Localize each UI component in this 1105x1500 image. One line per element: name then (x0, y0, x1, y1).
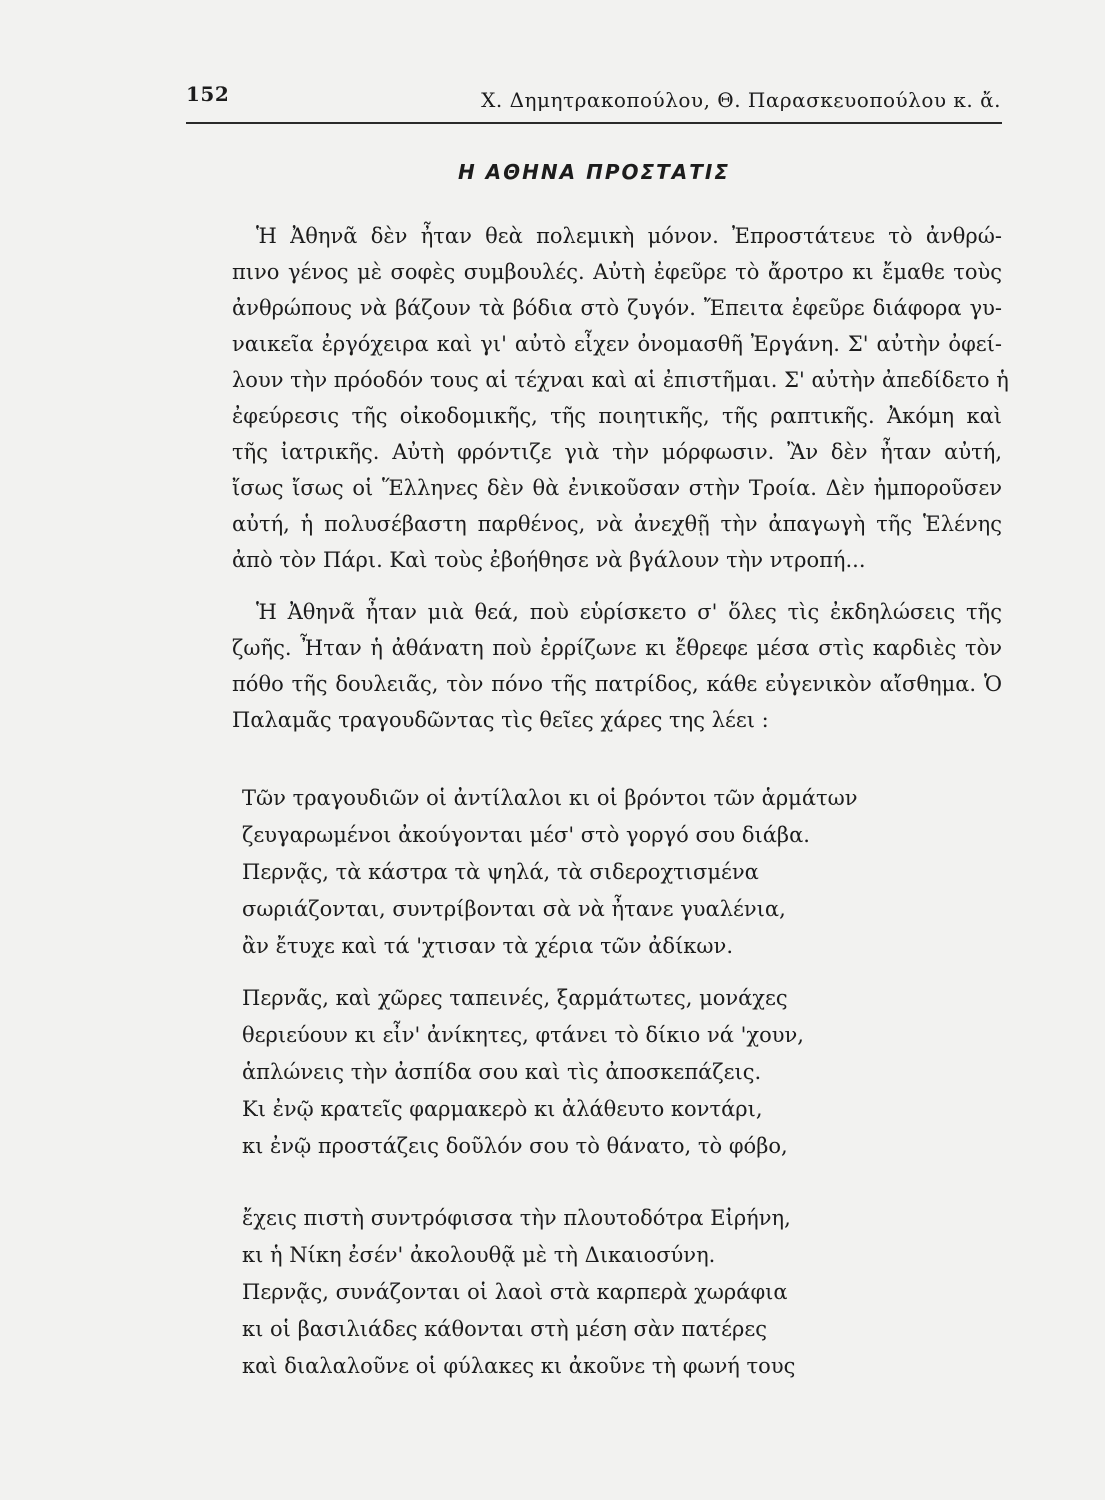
poem-line: Περνᾷς, συνάζονται οἱ λαοὶ στὰ καρπερὰ χωράφια (242, 1280, 788, 1304)
text-line: Παλαμᾶς τραγουδῶντας τὶς θεῖες χάρες της λέει : (232, 708, 769, 732)
chapter-title: Η ΑΘΗΝΑ ΠΡΟΣΤΑΤΙΣ (457, 160, 731, 184)
text-line: ἐφεύρεσις τῆς οἰκοδομικῆς, τῆς ποιητικῆς, τῆς ραπτικῆς. Ἀκόμη καὶ (232, 404, 1002, 428)
text-line: ἀπὸ τὸν Πάρι. Καὶ τοὺς ἐβοήθησε νὰ βγάλουν τὴν ντροπή... (232, 548, 866, 572)
text-line: ζωῆς. Ἦταν ἡ ἀθάνατη ποὺ ἐρρίζωνε κι ἔθρεφε μέσα στὶς καρδιὲς τὸν (232, 636, 1002, 660)
paragraph-1 (232, 218, 1009, 578)
poem-line: θεριεύουν κι εἶν' ἀνίκητες, φτάνει τὸ δίκιο νά 'χουν, (242, 1023, 804, 1047)
poem-line: ζευγαρωμένοι ἀκούγονται μέσ' στὸ γοργό σου διάβα. (242, 823, 810, 847)
text-line: ναικεῖα ἐργόχειρα καὶ γι' αὐτὸ εἶχεν ὀνομασθῆ Ἐργάνη. Σ' αὐτὴν ὀφεί- (232, 332, 1002, 356)
poem-line: κι οἱ βασιλιάδες κάθονται στὴ μέση σὰν πατέρες (242, 1317, 767, 1341)
paragraph-2 (232, 594, 1002, 738)
text-line: Ἡ Ἀθηνᾶ ἦταν μιὰ θεά, ποὺ εὑρίσκετο σ' ὅλες τὶς ἐκδηλώσεις τῆς (256, 600, 1002, 624)
text-line: Ἡ Ἀθηνᾶ δὲν ἦταν θεὰ πολεμικὴ μόνον. Ἐπροστάτευε τὸ ἀνθρώ- (256, 224, 1002, 248)
poem-line: καὶ διαλαλοῦνε οἱ φύλακες κι ἀκοῦνε τὴ φωνή τους (242, 1354, 796, 1378)
text-line: αὐτή, ἡ πολυσέβαστη παρθένος, νὰ ἀνεχθῇ τὴν ἀπαγωγὴ τῆς Ἑλένης (232, 512, 1002, 536)
poem-stanza-2 (242, 980, 1002, 1165)
poem-line: ἂν ἔτυχε καὶ τά 'χτισαν τὰ χέρια τῶν ἀδίκων. (242, 934, 733, 958)
poem-line: Περνᾶς, καὶ χῶρες ταπεινές, ξαρμάτωτες, μονάχες (242, 986, 788, 1010)
page-number: 152 (186, 82, 230, 106)
text-line: πινο γένος μὲ σοφὲς συμβουλές. Αὐτὴ ἐφεῦρε τὸ ἄροτρο κι ἔμαθε τοὺς (232, 260, 1002, 284)
poem-line: ἔχεις πιστὴ συντρόφισσα τὴν πλουτοδότρα Εἰρήνη, (242, 1206, 791, 1230)
text-line: ἀνθρώπους νὰ βάζουν τὰ βόδια στὸ ζυγόν. Ἔπειτα ἐφεῦρε διάφορα γυ- (232, 296, 1002, 320)
text-line: λουν τὴν πρόοδόν τους αἱ τέχναι καὶ αἱ ἐπιστῆμαι. Σ' αὐτὴν ἀπεδίδετο ἡ (232, 368, 1009, 392)
poem-line: κι ἡ Νίκη ἐσέν' ἀκολουθᾷ μὲ τὴ Δικαιοσύνη. (242, 1243, 716, 1267)
poem-line: ἁπλώνεις τὴν ἀσπίδα σου καὶ τὶς ἀποσκεπάζεις. (242, 1060, 762, 1084)
poem-line: Περνᾷς, τὰ κάστρα τὰ ψηλά, τὰ σιδεροχτισμένα (242, 860, 759, 884)
poem-line: σωριάζονται, συντρίβονται σὰ νὰ ἦτανε γυαλένια, (242, 897, 786, 921)
text-line: τῆς ἰατρικῆς. Αὐτὴ φρόντιζε γιὰ τὴν μόρφωσιν. Ἂν δὲν ἦταν αὐτή, (232, 440, 1002, 464)
running-head: Χ. Δημητρακοπούλου, Θ. Παρασκευοπούλου κ. ἄ. (481, 88, 1001, 112)
text-line: πόθο τῆς δουλειᾶς, τὸν πόνο τῆς πατρίδος, κάθε εὐγενικὸν αἴσθημα. Ὁ (232, 672, 1002, 696)
header-rule (186, 122, 1002, 124)
poem-stanza-3 (242, 1200, 1002, 1385)
text-line: ἴσως ἴσως οἱ Ἕλληνες δὲν θὰ ἐνικοῦσαν στὴν Τροία. Δὲν ἠμποροῦσεν (232, 476, 1002, 500)
poem-line: Κι ἐνῷ κρατεῖς φαρμακερὸ κι ἀλάθευτο κοντάρι, (242, 1097, 763, 1121)
poem-line: Τῶν τραγουδιῶν οἱ ἀντίλαλοι κι οἱ βρόντοι τῶν ἁρμάτων (242, 786, 858, 810)
poem-stanza-1 (242, 780, 1002, 965)
poem-line: κι ἐνῷ προστάζεις δοῦλόν σου τὸ θάνατο, τὸ φόβο, (242, 1134, 788, 1158)
